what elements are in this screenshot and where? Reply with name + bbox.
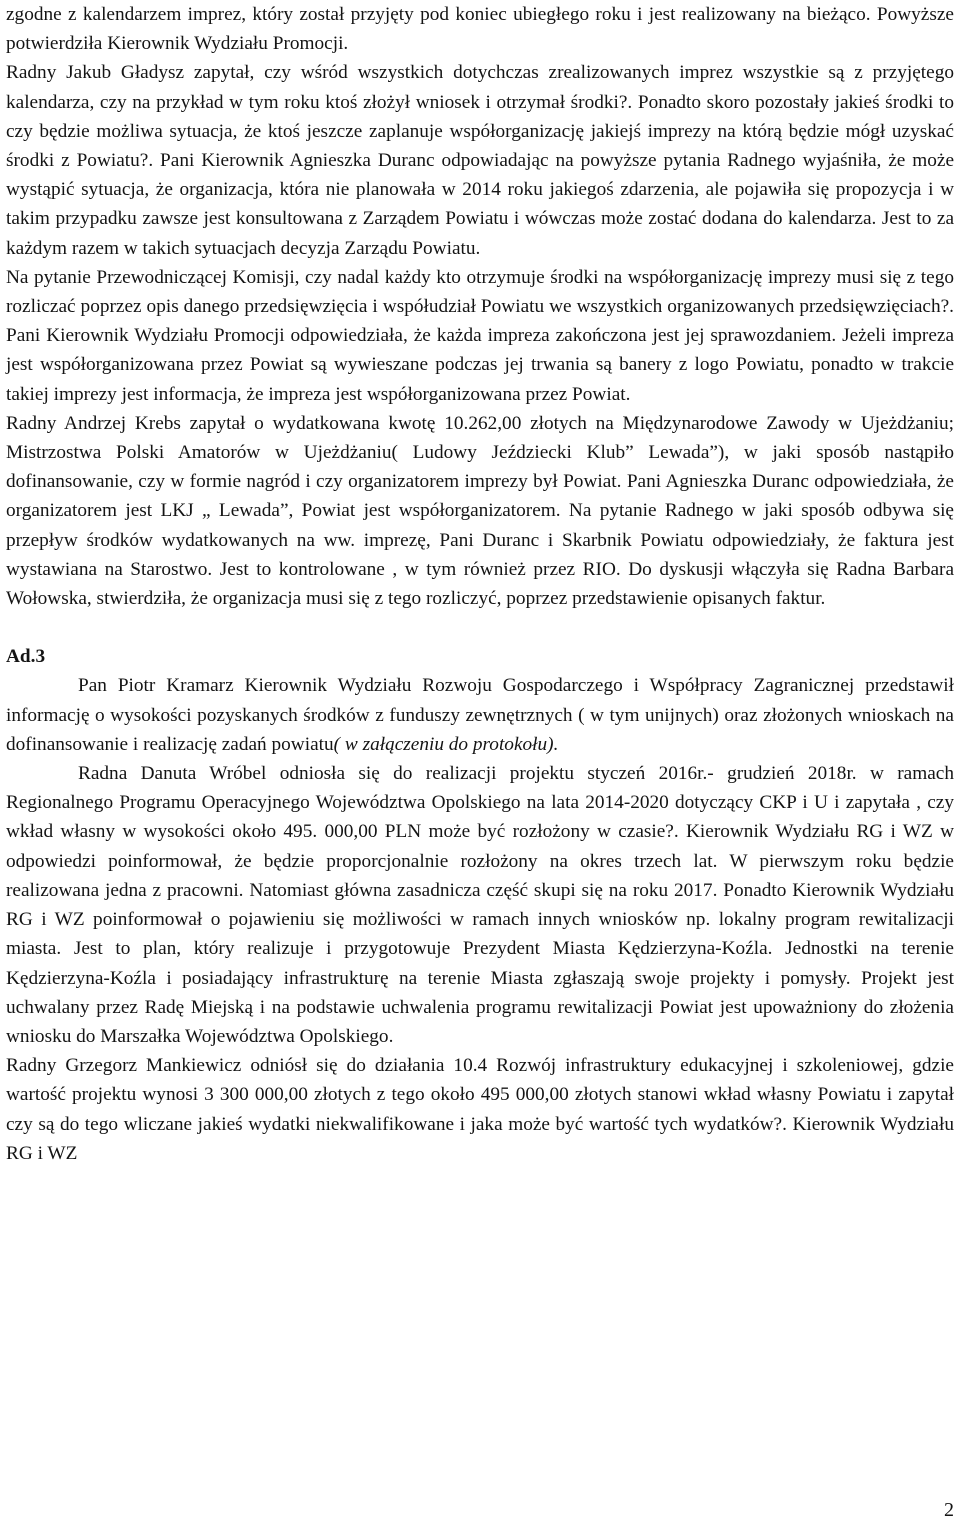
paragraph-chair-question: Na pytanie Przewodniczącej Komisji, czy nadal każdy kto otrzymuje środki na współorganizację imprezy musi się z tego rozliczać poprzez opis danego przedsięwzięcia i współudział Powiatu we wszystkich organizowanych przedsięwzięciach?. Pani Kierownik Wydziału Promocji odpowiedziała, że każda impreza zakończona jest jej sprawozdaniem. Jeżeli impreza jest współorganizowana przez Powiat są wywieszane podczas jej trwania są banery z logo Powiatu, ponadto w trakcie takiej imprezy jest informacja, że impreza jest współorganizowana przez Powiat. xyxy=(6,266,954,405)
paragraph-continuation: zgodne z kalendarzem imprez, który został przyjęty pod koniec ubiegłego roku i jest realizowany na bieżąco. Powyższe potwierdziła Kierownik Wydziału Promocji. xyxy=(6,4,954,55)
section-heading: Ad.3 xyxy=(6,646,46,668)
paragraph-kramarz-text: Pan Piotr Kramarz Kierownik Wydziału Rozwoju Gospodarczego i Współpracy Zagranicznej przedstawił informację o wysokości pozyskanych środków z funduszy zewnętrznych ( w tym unijnych) oraz złożonych wnioskach na dofinansowanie i realizację zadań powiatu xyxy=(6,675,954,755)
paragraph-wrobel-question: Radna Danuta Wróbel odniosła się do realizacji projektu styczeń 2016r.- grudzień 2018r. w ramach Regionalnego Programu Operacyjnego Województwa Opolskiego na lata 2014-2020 dotyczący CKP i U i zapytała , czy wkład własny w wysokości około 495. 000,00 PLN może być rozłożony w czasie?. Kierownik Wydziału RG i WZ w odpowiedzi poinformował, że będzie proporcjonalnie rozłożony na okres trzech lat. W pierwszym roku będzie realizowana jedna z pracowni. Natomiast główna zasadnicza część skupi się na roku 2017. Ponadto Kierownik Wydziału RG i WZ poinformował o pojawieniu się możliwości w ramach innych wniosków np. lokalny program rewitalizacji miasta. Jest to plan, który realizuje i przygotowuje Prezydent Miasta Kędzierzyna-Koźla. Jednostki na terenie Kędzierzyna-Koźla i posiadający infrastrukturę na terenie Miasta zgłaszają swoje projekty i pomysły. Projekt jest uchwalany przez Radę Miejską i na podstawie uchwalenia programu rewitalizacji Powiat jest upoważniony do złożenia wniosku do Marszałka Województwa Opolskiego. xyxy=(6,763,954,1047)
page-number: 2 xyxy=(944,1499,954,1521)
paragraph-mankiewicz-question: Radny Grzegorz Mankiewicz odniósł się do działania 10.4 Rozwój infrastruktury edukacyjnej i szkoleniowej, gdzie wartość projektu wynosi 3 300 000,00 złotych z tego około 495 000,00 złotych stanowi wkład własny Powiatu i zapytał czy są do tego wliczane jakieś wydatki niekwalifikowane i jaka może być wartość tych wydatków?. Kierownik Wydziału RG i WZ xyxy=(6,1055,954,1164)
paragraph-gladysz-question: Radny Jakub Gładysz zapytał, czy wśród wszystkich dotychczas zrealizowanych imprez wszystkie są z przyjętego kalendarza, czy na przykład w tym roku ktoś złożył wniosek i otrzymał środki?. Ponadto skoro pozostały jakieś środki to czy będzie możliwa sytuacja, że ktoś jeszcze zaplanuje współorganizację jakiejś imprezy na którą będzie mógł uzyskać środki z Powiatu?. Pani Kierownik Agnieszka Duranc odpowiadając na powyższe pytania Radnego wyjaśniła, że może wystąpić sytuacja, że organizacja, która nie planowała w 2014 roku jakiegoś zdarzenia, ale pojawiła się propozycja i w takim przypadku zawsze jest konsultowana z Zarządem Powiatu i wówczas może zostać dodana do kalendarza. Jest to za każdym razem w takich sytuacjach decyzja Zarządu Powiatu. xyxy=(6,62,954,259)
paragraph-kramarz-report xyxy=(6,671,954,759)
paragraph-krebs-question: Radny Andrzej Krebs zapytał o wydatkowana kwotę 10.262,00 złotych na Międzynarodowe Zawody w Ujeżdżaniu; Mistrzostwa Polski Amatorów w Ujeżdżaniu( Ludowy Jeździecki Klub” Lewada”), w jaki sposób nastąpiło dofinansowanie, czy w formie nagród i czy organizatorem imprezy był Powiat. Pani Agnieszka Duranc odpowiedziała, że organizatorem jest LKJ „ Lewada”, Powiat jest współorganizatorem. Na pytanie Radnego w jaki sposób odbywa się przepływ środków wydatkowanych na ww. imprezę, Pani Duranc i Skarbnik Powiatu odpowiedziały, że faktura jest wystawiana na Starostwo. Jest to kontrolowane , w tym również przez RIO. Do dyskusji włączyła się Radna Barbara Wołowska, stwierdziła, że organizacja musi się z tego rozliczyć, poprzez przedstawienie opisanych faktur. xyxy=(6,412,954,610)
spacer xyxy=(6,613,954,642)
document-page xyxy=(6,0,954,1168)
attachment-note: ( w załączeniu do protokołu). xyxy=(333,733,559,755)
